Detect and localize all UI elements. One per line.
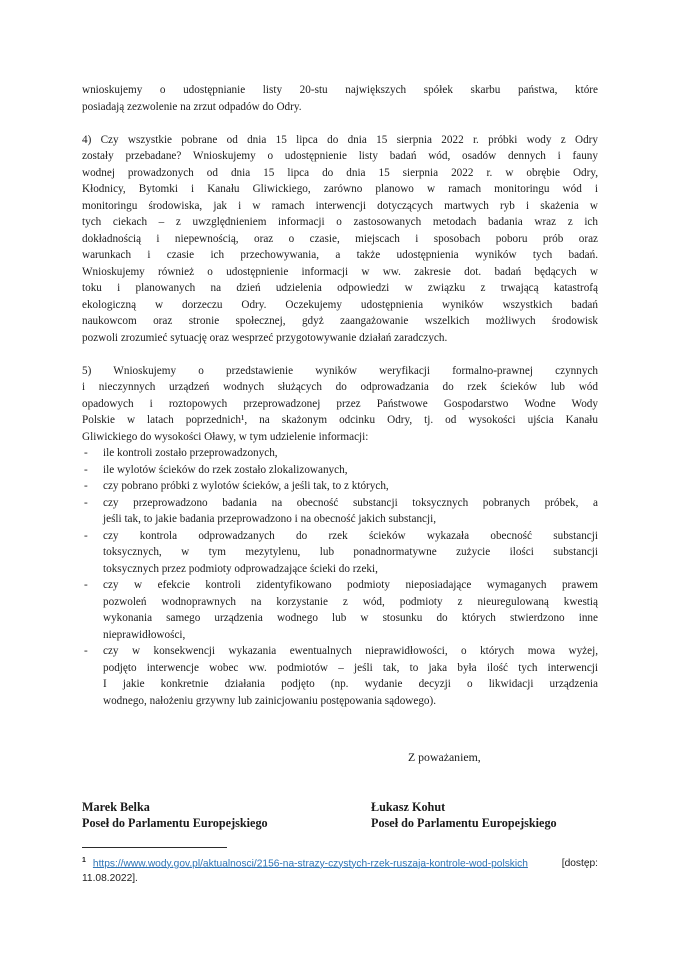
list-item xyxy=(82,495,598,528)
request-list xyxy=(82,445,598,709)
signature-block xyxy=(82,799,598,832)
signatory-title: Poseł do Parlamentu Europejskiego xyxy=(371,816,557,830)
list-item xyxy=(82,462,598,479)
paragraph xyxy=(82,363,598,446)
paragraph xyxy=(82,132,598,347)
text-line: wnioskujemy o udostępnianie listy 20-stu największych spółek skarbu państwa, które xyxy=(82,84,598,96)
text-line: wykonania samego urządzenia wodnego lub w stosunku do których stwierdzono inne xyxy=(103,612,598,624)
text-line: czy w efekcie kontroli zidentyfikowano podmioty nieposiadające wymaganych prawem xyxy=(103,579,598,591)
signatory-name: Łukasz Kohut xyxy=(371,799,446,814)
list-item xyxy=(82,577,598,643)
text-line: ekologiczną w dorzeczu Odry. Oczekujemy udostępnienia wyników wszystkich badań xyxy=(82,298,598,311)
list-item-dash: - xyxy=(84,480,88,492)
text-line: dokładnością i niepewnością, oraz o czasie, miejscach i sposobach poboru prób oraz xyxy=(82,232,598,245)
text-line: pozwoli zrozumieć sytuację oraz wesprzeć przygotowywanie działań zaradczych. xyxy=(82,331,448,344)
text-line: Wnioskujemy również o udostępnienie informacji w ww. zakresie dot. badań będących w xyxy=(82,265,598,278)
document-page xyxy=(82,82,598,886)
text-line: ile kontroli zostało przeprowadzonych, xyxy=(103,447,278,459)
footnote-line xyxy=(82,853,598,871)
list-item-dash: - xyxy=(84,496,88,509)
signatory-name: Marek Belka xyxy=(82,799,150,814)
letter-body xyxy=(82,82,598,709)
text-line: czy pobrano próbki z wylotów ścieków, a jeśli tak, to z których, xyxy=(103,480,389,492)
text-line: nieprawidłowości, xyxy=(103,628,186,641)
text-line: toksycznych przez podmioty odprowadzające ścieki do rzeki, xyxy=(103,562,378,575)
list-item-dash: - xyxy=(84,579,88,591)
footnote-link[interactable]: https://www.wody.gov.pl/aktualnosci/2156-na-strazy-czystych-rzek-ruszaja-kontrole-wod-polskich xyxy=(92,857,528,869)
text-line: naukowcom oraz stronie społecznej, gdyż zaangażowanie wszelkich możliwych środowisk xyxy=(82,315,598,327)
footnote-link-wrap xyxy=(82,853,528,871)
footnote xyxy=(82,853,598,886)
text-line: czy kontrola odprowadzanych do rzek ścieków wykazała obecność substancji xyxy=(103,529,598,542)
footnote-access-prefix: [dostęp: xyxy=(561,857,598,869)
text-line: podjęto interwencje wobec ww. podmiotów – jeśli tak, to jaka była ilość tych interwencji xyxy=(103,661,598,674)
text-line: pozwoleń wodnoprawnych na korzystanie z wód, podmioty z nieuregulowaną kwestią xyxy=(103,595,598,608)
text-line: 4) Czy wszystkie pobrane od dnia 15 lipca do dnia 15 sierpnia 2022 r. próbki wody z Odry xyxy=(82,133,598,146)
footnote-separator xyxy=(82,847,227,848)
text-line: toku i planowanych na dzień udzielenia odpowiedzi w związku z trwającą katastrofą xyxy=(82,282,598,294)
text-line: Gliwickiego do wysokości Oławy, w tym udzielenie informacji: xyxy=(82,430,369,443)
text-line: wodnej prowadzonych od dnia 15 lipca do dnia 15 sierpnia 2022 r. w obrębie Odry, xyxy=(82,166,598,179)
list-item-dash: - xyxy=(84,645,88,657)
text-line: I jakie konkretnie działania podjęto (np. wydanie decyzji o likwidacji urządzenia xyxy=(103,678,598,690)
list-item xyxy=(82,643,598,709)
text-line: Polskie w latach poprzednich¹, na skażonym odcinku Odry, tj. od wysokości ujścia Kanału xyxy=(82,414,598,426)
text-line: monitoringu środowiska, jak i w ramach interwencji dotyczących martwych ryb i skażenia w xyxy=(82,199,598,212)
list-item-dash: - xyxy=(84,447,88,459)
text-line: posiadają zezwolenie na zrzut odpadów do Odry. xyxy=(82,100,302,113)
list-item-dash: - xyxy=(84,529,88,542)
signature-right xyxy=(371,799,557,832)
paragraph xyxy=(82,82,598,115)
text-line: opadowych i roztopowych przeprowadzonej przez Państwowe Gospodarstwo Wodne Wody xyxy=(82,397,598,410)
text-line: toksycznych, w tym mezytylenu, lub ponadnormatywne zużycie ilości substancji xyxy=(103,546,598,558)
text-line: jeśli tak, to jakie badania przeprowadzono i na obecność jakich substancji, xyxy=(103,513,437,525)
text-line: zostały przebadane? Wnioskujemy o udostępnienie listy badań wód, osadów dennych i fauny xyxy=(82,150,598,162)
text-line: tych ciekach – z uwzględnieniem informacji o zastosowanych metodach badania wraz z ich xyxy=(82,216,598,228)
closing-phrase: Z poważaniem, xyxy=(408,750,481,764)
list-item xyxy=(82,478,598,495)
list-item xyxy=(82,528,598,578)
list-item xyxy=(82,445,598,462)
list-item-dash: - xyxy=(84,463,88,476)
footnote-marker: 1 xyxy=(82,856,86,864)
signature-left xyxy=(82,799,371,832)
text-line: i nieczynnych urządzeń wodnych służących do odprowadzania do rzek ścieków lub wód xyxy=(82,381,598,393)
text-line: 5) Wnioskujemy o przedstawienie wyników weryfikacji formalno-prawnej czynnych xyxy=(82,364,598,377)
text-line: ile wylotów ścieków do rzek zostało zlokalizowanych, xyxy=(103,463,348,476)
text-line: czy przeprowadzono badania na obecność substancji toksycznych pobranych próbek, a xyxy=(103,496,598,509)
text-line: warunkach i czasie ich przechowywania, a także udostępnienia wyników tych badań. xyxy=(82,249,598,261)
text-line: czy w konsekwencji wykazania ewentualnych nieprawidłowości, o których mowa wyżej, xyxy=(103,645,598,657)
text-line: wodnego, nałożeniu grzywny lub zainicjowaniu postępowania sądowego). xyxy=(103,694,437,707)
footnote-access-date: 11.08.2022]. xyxy=(82,872,138,884)
signatory-title: Poseł do Parlamentu Europejskiego xyxy=(82,816,268,830)
text-line: Kłodnicy, Bytomki i Kanału Gliwickiego, zarówno planowo w ramach monitoringu wód i xyxy=(82,183,598,195)
